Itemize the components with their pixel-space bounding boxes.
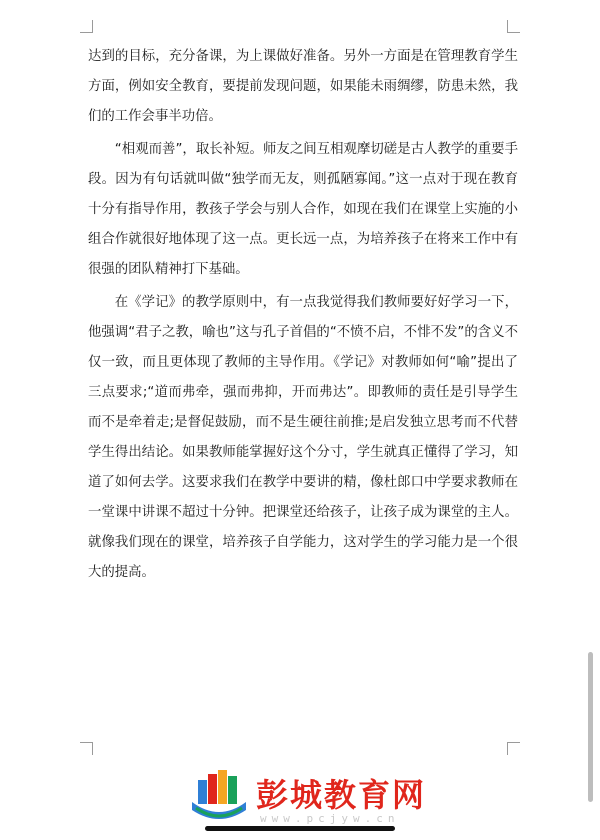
paragraph-1: 达到的目标，充分备课，为上课做好准备。另外一方面是在管理教育学生方面，例如安全教育，要提前发现问题，如果能未雨绸缪，防患未然，我们的工作会事半功倍。 <box>88 49 518 124</box>
site-watermark <box>190 768 430 828</box>
crop-mark-bottom-left <box>80 742 93 755</box>
home-indicator[interactable] <box>205 826 395 831</box>
crop-mark-top-left <box>80 20 93 33</box>
book-logo-icon <box>190 768 248 824</box>
paragraph-3: 在《学记》的教学原则中，有一点我觉得我们教师要好好学习一下，他强调“君子之教，喻也”这与孔子首倡的“不愤不启，不悱不发”的含义不仅一致，而且更体现了教师的主导作用。《学记》对教师如何“喻”提出了三点要求;“道而弗牵，强而弗抑，开而弗达”。即教师的责任是引导学生而不是牵着走;是督促鼓励，而不是生硬往前推;是启发独立思考而不代替学生得出结论。如果教师能掌握好这个分寸，学生就真正懂得了学习，知道了如何去学。这要求我们在教学中要讲的精，像杜郎口中学要求教师在一堂课中讲课不超过十分钟。把课堂还给孩子，让孩子成为课堂的主人。就像我们现在的课堂，培养孩子自学能力，这对学生的学习能力是一个很大的提高。 <box>88 295 518 580</box>
paragraph-2: “相观而善”，取长补短。师友之间互相观摩切磋是古人教学的重要手段。因为有句话就叫做“独学而无友，则孤陋寡闻。”这一点对于现在教育十分有指导作用，教孩子学会与别人合作，如现在我们在课堂上实施的小组合作就很好地体现了这一点。更长远一点，为培养孩子在将来工作中有很强的团队精神打下基础。 <box>88 142 518 277</box>
watermark-url: www.pcjyw.cn <box>260 812 400 825</box>
crop-mark-bottom-right <box>507 742 520 755</box>
vertical-scrollbar[interactable] <box>588 652 593 802</box>
document-body <box>88 42 518 591</box>
crop-mark-top-right <box>507 20 520 33</box>
watermark-title: 彭城教育网 <box>256 776 427 814</box>
